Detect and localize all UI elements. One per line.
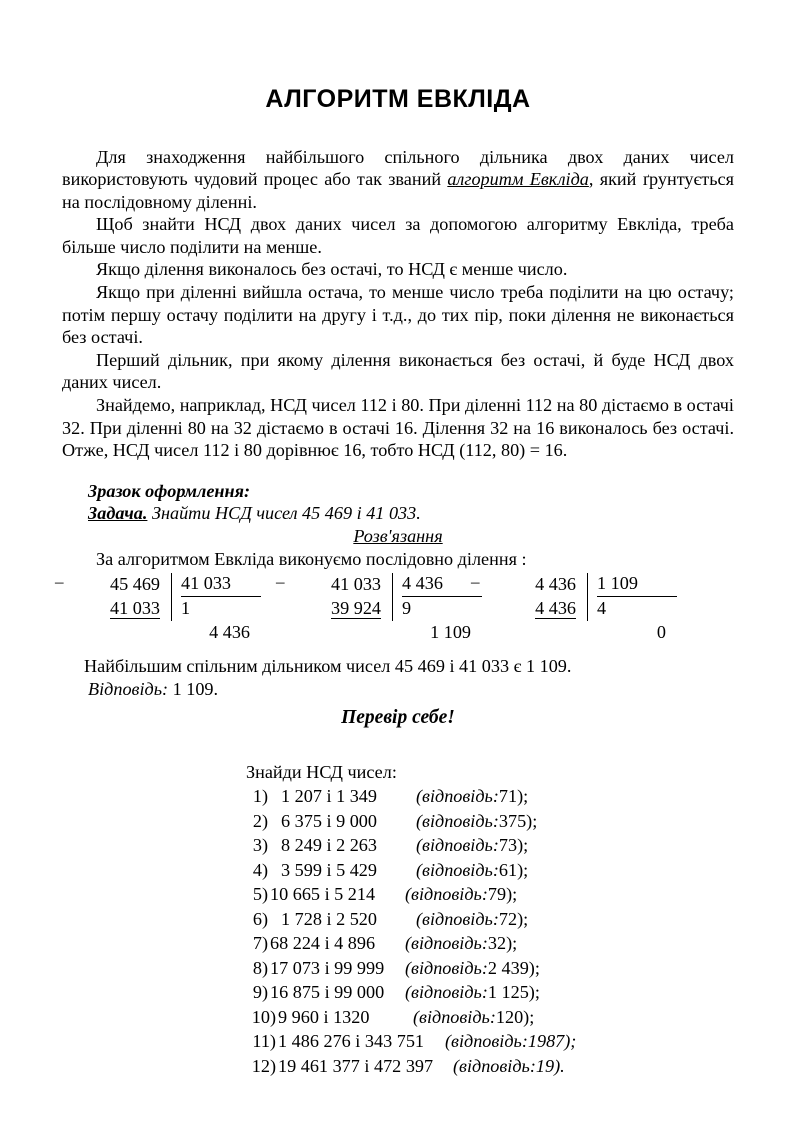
exercise-answer-label: (відповідь: — [416, 786, 499, 807]
exercise-number: 11) — [252, 1031, 276, 1052]
exercise-task: 68 224 і 4 896 — [270, 933, 376, 954]
exercise-answer — [416, 833, 528, 858]
exercise-answer-value: 79); — [487, 884, 518, 905]
exercise-answer-value: 120); — [495, 1006, 535, 1027]
exercise-item — [246, 882, 734, 907]
exercise-task: 16 875 і 99 000 — [270, 982, 385, 1003]
exercise-number: 4) — [252, 859, 268, 880]
long-division-right-1 — [171, 573, 261, 621]
exercise-task: 1 728 і 2 520 — [281, 908, 377, 929]
exercise-item — [246, 858, 734, 883]
exercise-answer-value: 61); — [498, 859, 529, 880]
task-line — [62, 502, 734, 525]
long-division-right-2 — [392, 573, 482, 621]
exercise-task: 17 073 і 99 999 — [270, 957, 385, 978]
exercise-answer-label: (відповідь: — [405, 982, 488, 1003]
exercise-number: 5) — [252, 884, 268, 905]
subtrahend-2: 39 924 — [330, 598, 381, 619]
long-division-block-2 — [289, 573, 482, 645]
sample-heading: Зразок оформлення: — [88, 480, 251, 501]
task-label: Задача. — [88, 503, 148, 524]
exercise-number: 8) — [252, 957, 268, 978]
exercise-item — [246, 956, 734, 981]
long-division-group — [62, 573, 734, 655]
remainder-3: 0 — [656, 622, 666, 643]
solution-heading-text: Розв'язання — [353, 526, 443, 546]
exercise-task: 3 599 і 5 429 — [281, 859, 377, 880]
exercise-answer-value: 71); — [498, 786, 529, 807]
remainder-1: 4 436 — [209, 622, 250, 643]
paragraph-intro-part2: , який ґрунтується на послідовному діленні. — [62, 169, 734, 212]
divisor-3: 1 109 — [597, 573, 677, 597]
exercise-task: 9 960 і 1320 — [278, 1006, 370, 1027]
paragraph-first-divisor: Перший дільник, при якому ділення виконається без остачі, й буде НСД двох даних чисел. — [62, 349, 734, 393]
exercise-item — [246, 907, 734, 932]
long-division-right-3 — [587, 573, 677, 621]
exercise-answer — [405, 931, 517, 956]
check-yourself-heading: Перевір себе! — [341, 707, 455, 729]
subtrahend-3: 4 436 — [535, 598, 576, 619]
exercise-list — [62, 760, 734, 1079]
exercise-answer-label: (відповідь: — [405, 933, 488, 954]
exercise-item — [246, 809, 734, 834]
exercise-answer-value: 19). — [535, 1055, 565, 1076]
exercise-answer-label: (відповідь: — [416, 835, 499, 856]
subtrahend-1: 41 033 — [109, 598, 160, 619]
exercise-answer-value: 32); — [487, 933, 518, 954]
subtrahend-row-1 — [68, 597, 160, 621]
exercise-answer-value: 73); — [498, 835, 529, 856]
exercise-number: 7) — [252, 933, 268, 954]
quotient-2: 9 — [402, 598, 412, 619]
exercise-answer — [416, 858, 528, 883]
exercise-answer — [453, 1054, 565, 1079]
long-division-grid-3 — [484, 573, 677, 621]
exercise-list-heading: Знайди НСД чисел: — [246, 761, 397, 782]
exercise-answer-label: (відповідь: — [416, 859, 499, 880]
exercise-rows — [246, 784, 734, 1078]
exercise-answer-value: 1 125); — [487, 982, 540, 1003]
dividend-1: – 45 469 — [68, 573, 160, 597]
exercise-task: 1 207 і 1 349 — [281, 786, 377, 807]
exercise-answer — [416, 907, 528, 932]
exercise-number: 2) — [252, 810, 268, 831]
exercise-number: 3) — [252, 835, 268, 856]
exercise-answer — [416, 784, 528, 809]
exercise-item — [246, 1005, 734, 1030]
exercise-item — [246, 980, 734, 1005]
exercise-answer — [405, 980, 540, 1005]
document-content — [62, 86, 734, 1078]
exercise-task: 19 461 377 і 472 397 — [278, 1055, 434, 1076]
exercise-answer-value: 375); — [498, 810, 538, 831]
exercise-answer — [405, 882, 517, 907]
exercise-answer — [445, 1029, 576, 1054]
long-division-left-1 — [68, 573, 171, 621]
exercise-task: 8 249 і 2 263 — [281, 835, 377, 856]
long-division-block-3 — [484, 573, 677, 645]
exercise-answer-label: (відповідь: — [405, 957, 488, 978]
long-division-grid-1 — [68, 573, 261, 621]
divisor-1: 41 033 — [181, 573, 261, 597]
page-title — [62, 86, 734, 114]
solution-heading — [62, 525, 734, 548]
exercise-item — [246, 833, 734, 858]
long-division-left-3 — [484, 573, 587, 621]
term-euclid-algorithm: алгоритм Евкліда — [447, 169, 589, 190]
long-division-left-2 — [289, 573, 392, 621]
exercise-answer-label: (відповідь: — [405, 884, 488, 905]
task-text: Знайти НСД чисел 45 469 і 41 033. — [147, 503, 421, 524]
page-title-text: АЛГОРИТМ ЕВКЛІДА — [265, 85, 531, 113]
subtrahend-row-3 — [484, 597, 576, 621]
long-division-block-1 — [68, 573, 261, 645]
algorithm-steps-line: За алгоритмом Евкліда виконуємо послідовно ділення : — [96, 548, 527, 569]
answer-value: 1 109. — [168, 678, 219, 699]
quotient-3: 4 — [597, 598, 607, 619]
exercise-answer-label: (відповідь: — [416, 908, 499, 929]
exercise-answer-label: (відповідь: — [413, 1006, 496, 1027]
dividend-3: – 4 436 — [484, 573, 576, 597]
exercise-number: 1) — [252, 786, 268, 807]
exercise-item — [246, 931, 734, 956]
exercise-answer-label: (відповідь: — [453, 1055, 536, 1076]
exercise-task: 6 375 і 9 000 — [281, 810, 377, 831]
exercise-answer-value: 1987); — [527, 1031, 577, 1052]
exercise-answer — [413, 1005, 534, 1030]
conclusion-line: Найбільшим спільним дільником чисел 45 469 і 41 033 є 1 109. — [84, 656, 572, 677]
exercise-task: 10 665 і 5 214 — [270, 884, 376, 905]
paragraph-intro-part1: Для знаходження найбільшого спільного дільника двох даних чисел використовують чудовий процес або так званий — [62, 146, 734, 190]
exercise-number: 9) — [252, 982, 268, 1003]
remainder-2: 1 109 — [430, 622, 471, 643]
exercise-item — [246, 784, 734, 809]
paragraph-no-remainder: Якщо ділення виконалось без остачі, то НСД є менше число. — [96, 259, 568, 280]
dividend-2: – 41 033 — [289, 573, 381, 597]
answer-label: Відповідь: — [88, 678, 169, 699]
divisor-2: 4 436 — [402, 573, 482, 597]
exercise-answer-value: 72); — [498, 908, 529, 929]
exercise-number: 12) — [251, 1055, 276, 1076]
exercise-answer — [416, 809, 537, 834]
answer-line — [62, 678, 734, 701]
paragraph-step-divide: Щоб знайти НСД двох даних чисел за допомогою алгоритму Евкліда, треба більше число поділити на менше. — [62, 214, 734, 257]
exercise-task: 1 486 276 і 343 751 — [278, 1031, 425, 1052]
exercise-answer-label: (відповідь: — [416, 810, 499, 831]
paragraph-intro — [62, 146, 734, 214]
quotient-1: 1 — [181, 598, 191, 619]
paragraph-with-remainder: Якщо при діленні вийшла остача, то менше число треба поділити на цю остачу; потім першу остачу поділити на другу і т.д., до тих пір, поки ділення не виконається без остачі. — [62, 282, 734, 348]
exercise-number: 10) — [251, 1006, 276, 1027]
long-division-grid-2 — [289, 573, 482, 621]
exercise-item — [246, 1029, 734, 1054]
paragraph-example-112-80: Знайдемо, наприклад, НСД чисел 112 і 80. При діленні 112 на 80 дістаємо в остачі 32. При діленні 80 на 32 дістаємо в остачі 16. Ділення 32 на 16 виконалось без остачі. Отже, НСД чисел 112 і 80 дорівнює 16, тобто НСД (112, 80) = 16. — [62, 395, 734, 461]
exercise-number: 6) — [252, 908, 268, 929]
exercise-answer-label: (відповідь: — [445, 1031, 528, 1052]
exercise-answer-value: 2 439); — [487, 957, 540, 978]
subtrahend-row-2 — [289, 597, 381, 621]
exercise-item — [246, 1054, 734, 1079]
exercise-answer — [405, 956, 540, 981]
